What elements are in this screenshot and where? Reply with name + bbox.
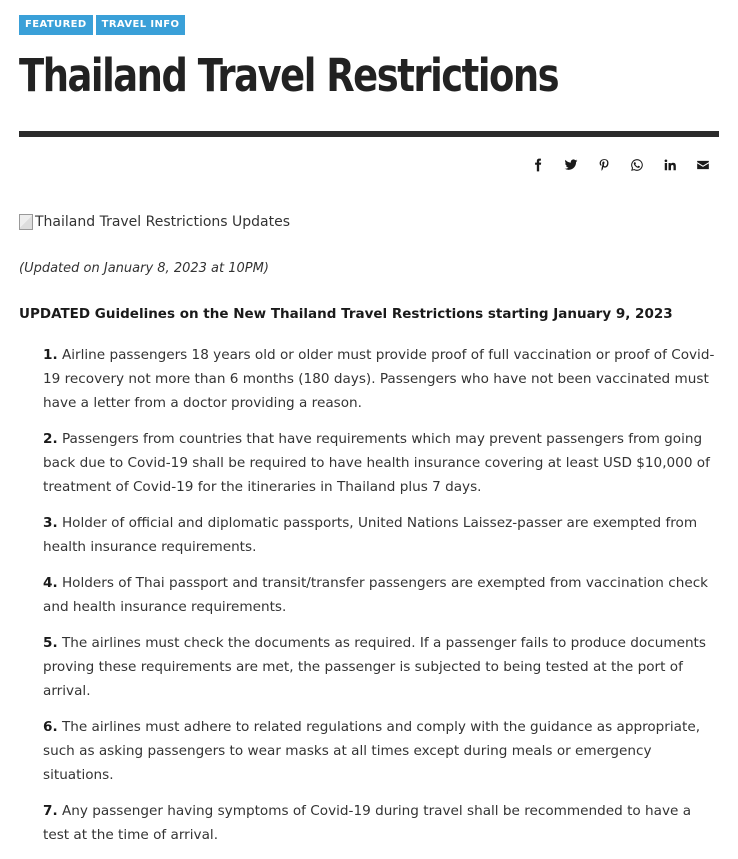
item-number: 5.: [43, 635, 58, 651]
article-image: [19, 213, 719, 231]
updated-note: (Updated on January 8, 2023 at 10PM): [19, 261, 269, 276]
list-item: [43, 427, 721, 499]
item-number: 7.: [43, 803, 58, 819]
item-text: Holder of official and diplomatic passports, United Nations Laissez-passer are exempted from health insurance requirements.: [43, 515, 698, 555]
broken-image-icon: [19, 214, 33, 230]
twitter-icon[interactable]: [554, 155, 587, 175]
list-item: [43, 799, 721, 847]
page-title: Thailand Travel Restrictions: [19, 49, 559, 102]
item-number: 3.: [43, 515, 58, 531]
title-divider: [19, 131, 719, 137]
item-text: Passengers from countries that have requirements which may prevent passengers from going back due to Covid-19 shall be required to have health insurance covering at least USD $10,000 of treatment of Covid-19 for the itineraries in Thailand plus 7 days.: [43, 431, 710, 495]
facebook-icon[interactable]: [521, 155, 554, 175]
tag-travel-info[interactable]: TRAVEL INFO: [96, 15, 186, 35]
guidelines-list: [43, 343, 721, 847]
item-text: Airline passengers 18 years old or older must provide proof of full vaccination or proof of Covid-19 recovery not more than 6 months (180 days). Passengers who have not been vaccinated must have a letter from a doctor providing a reason.: [43, 347, 715, 411]
article: [19, 15, 719, 859]
item-text: The airlines must adhere to related regulations and comply with the guidance as appropriate, such as asking passengers to wear masks at all times except during meals or emergency situations.: [43, 719, 701, 783]
list-item: [43, 343, 721, 415]
item-number: 2.: [43, 431, 58, 447]
item-number: 6.: [43, 719, 58, 735]
guidelines-heading: UPDATED Guidelines on the New Thailand Travel Restrictions starting January 9, 2023: [19, 306, 673, 322]
list-item: [43, 631, 721, 703]
item-text: The airlines must check the documents as required. If a passenger fails to produce documents proving these requirements are met, the passenger is subjected to being tested at the port of arrival.: [43, 635, 706, 699]
tag-featured[interactable]: FEATURED: [19, 15, 93, 35]
share-bar: [19, 155, 719, 175]
item-number: 4.: [43, 575, 58, 591]
list-item: [43, 715, 721, 787]
item-text: Any passenger having symptoms of Covid-19 during travel shall be recommended to have a test at the time of arrival.: [43, 803, 692, 843]
item-text: Holders of Thai passport and transit/transfer passengers are exempted from vaccination check and health insurance requirements.: [43, 575, 709, 615]
list-item: [43, 511, 721, 559]
linkedin-icon[interactable]: [653, 155, 686, 175]
pinterest-icon[interactable]: [587, 155, 620, 175]
email-icon[interactable]: [686, 155, 719, 175]
article-image-alt: Thailand Travel Restrictions Updates: [35, 214, 291, 230]
category-tags: [19, 15, 719, 35]
list-item: [43, 571, 721, 619]
item-number: 1.: [43, 347, 58, 363]
whatsapp-icon[interactable]: [620, 155, 653, 175]
